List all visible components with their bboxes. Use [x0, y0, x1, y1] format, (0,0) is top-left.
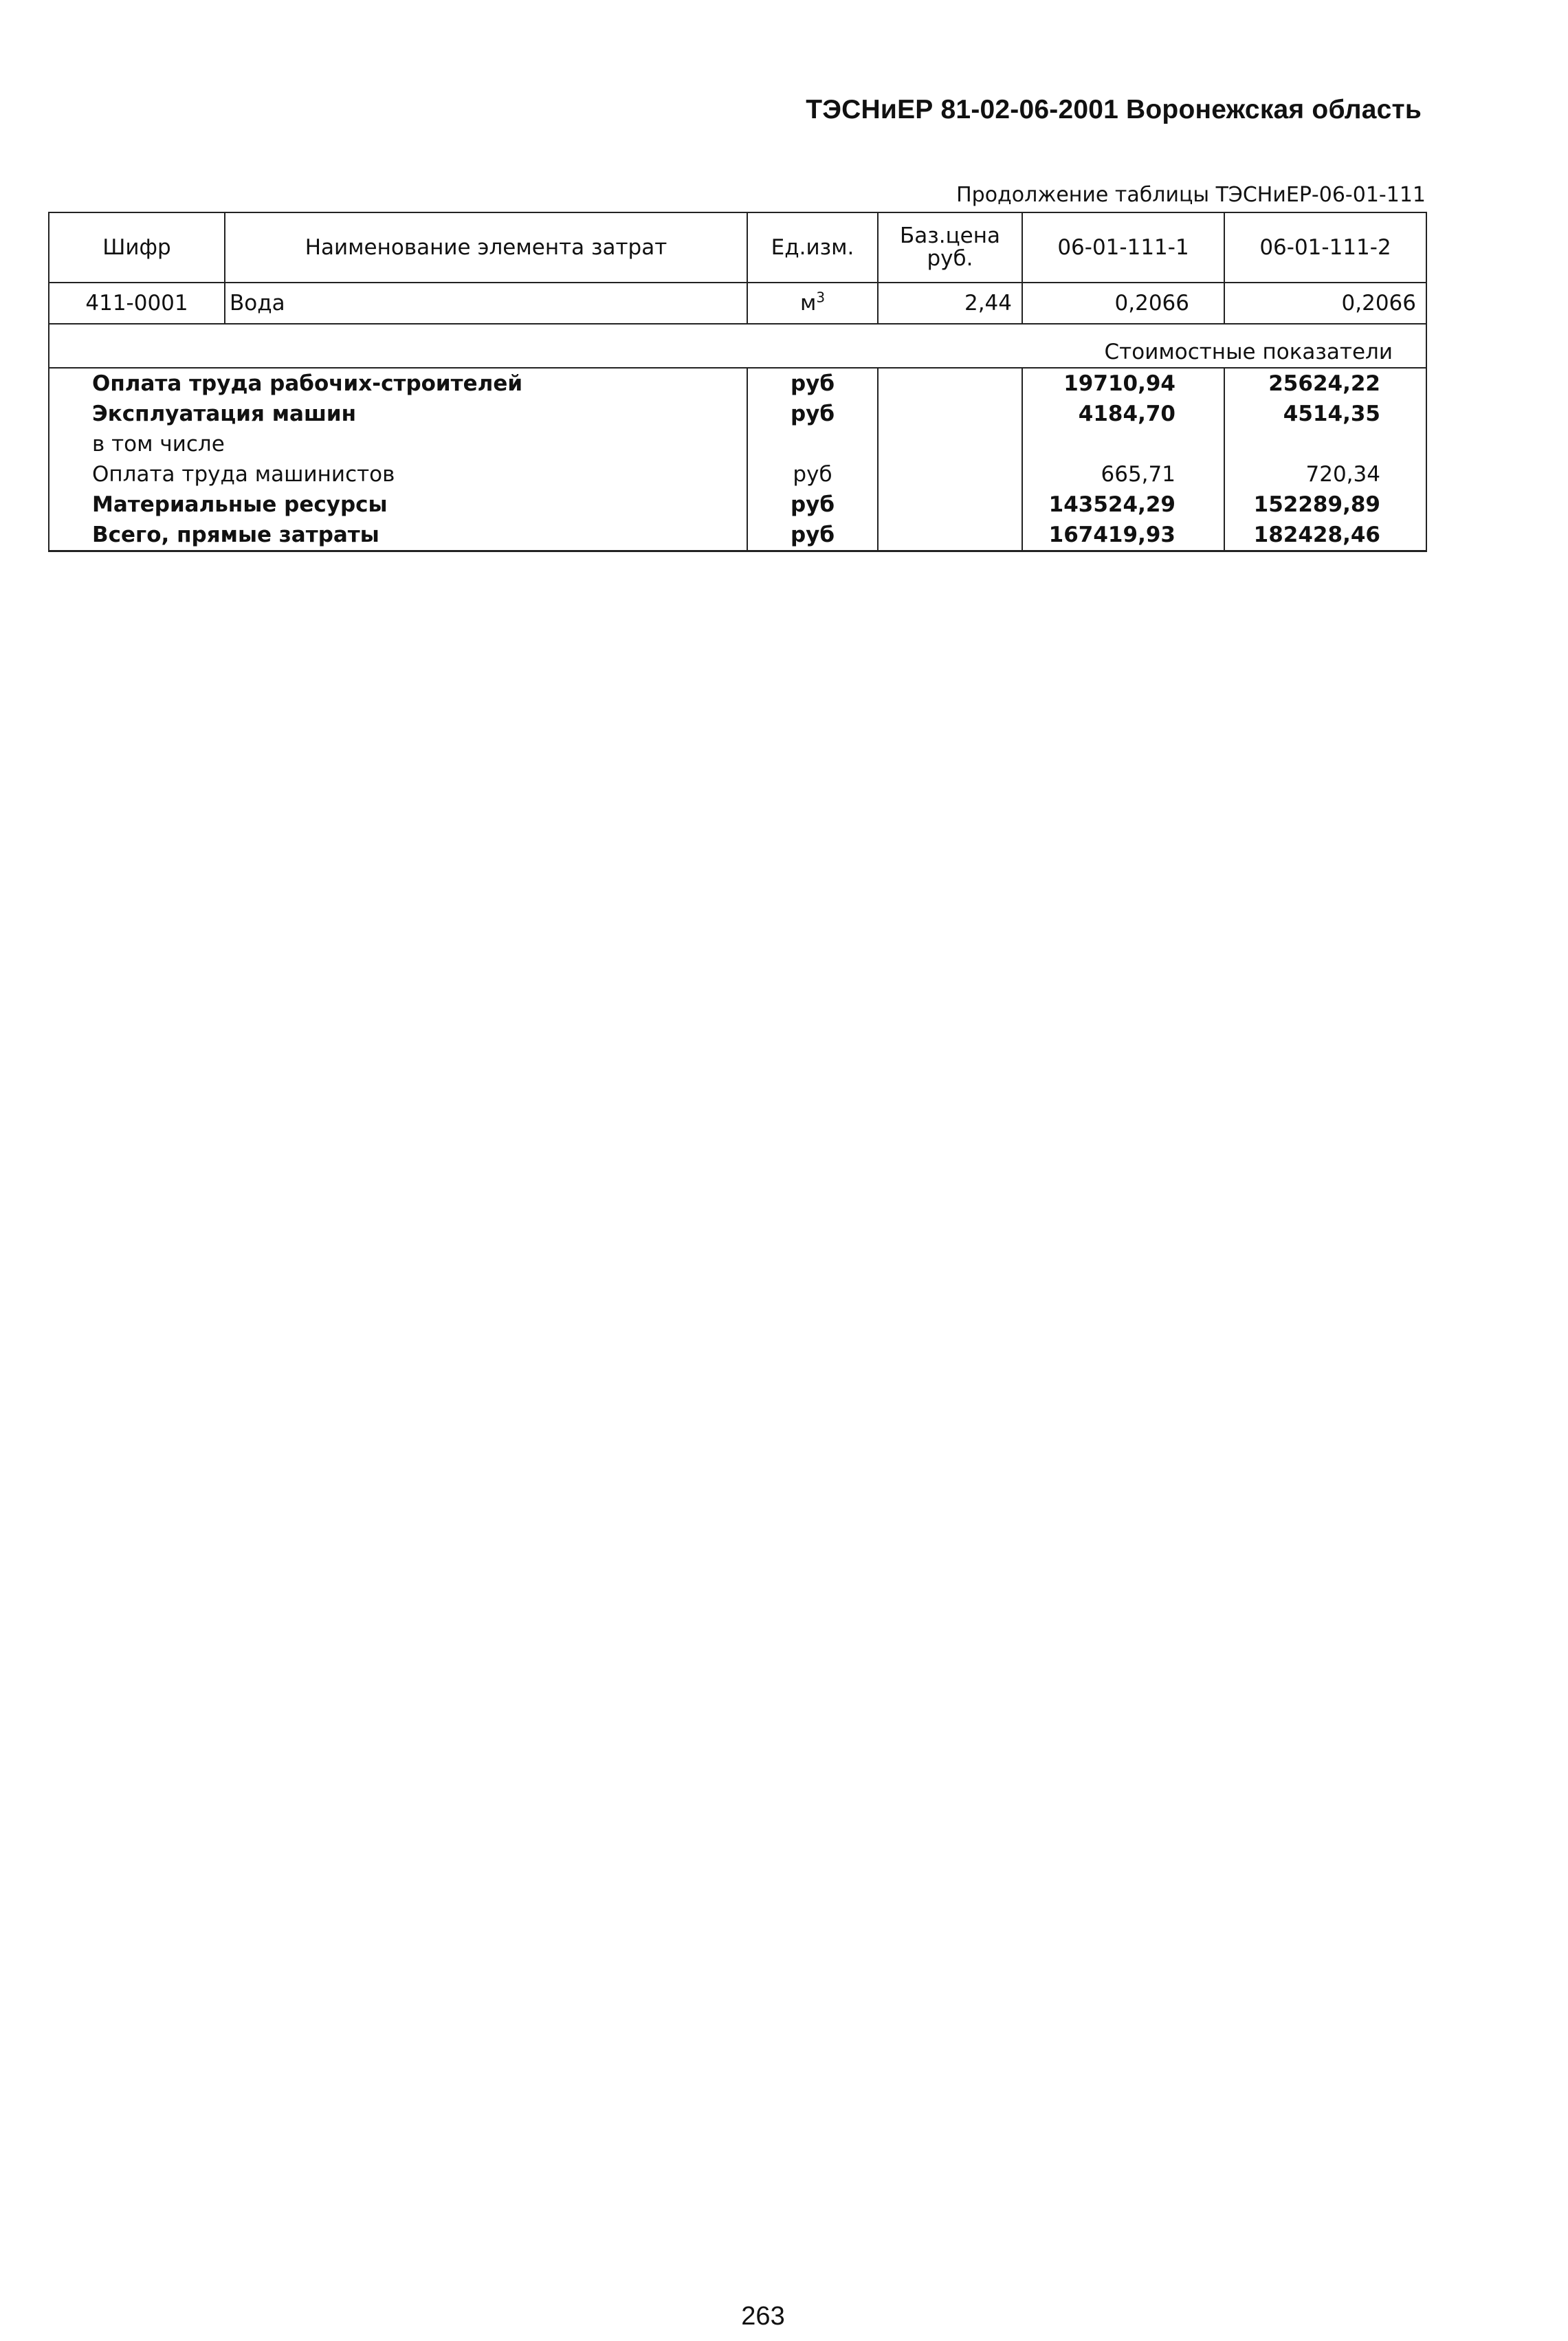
header-base-price [878, 212, 1022, 283]
cost-value-1 [1022, 429, 1224, 459]
cost-value-1: 4184,70 [1022, 399, 1224, 429]
cost-value-1: 143524,29 [1022, 490, 1224, 520]
table-row [49, 368, 1426, 399]
cost-price-empty [878, 429, 1022, 459]
table-caption: Продолжение таблицы ТЭСНиЕР-06-01-111 [956, 183, 1426, 207]
cost-unit [747, 429, 878, 459]
cost-name: Всего, прямые затраты [49, 520, 747, 551]
table-row [49, 490, 1426, 520]
cost-value-2: 182428,46 [1224, 520, 1426, 551]
resource-unit [747, 283, 878, 324]
cost-value-2: 4514,35 [1224, 399, 1426, 429]
cost-unit: руб [747, 520, 878, 551]
resource-price: 2,44 [878, 283, 1022, 324]
table-row [49, 283, 1426, 324]
page-number: 263 [741, 2302, 785, 2331]
cost-price-empty [878, 490, 1022, 520]
table-header-row [49, 212, 1426, 283]
cost-unit: руб [747, 399, 878, 429]
resource-value-1: 0,2066 [1022, 283, 1224, 324]
cost-unit: руб [747, 368, 878, 399]
resource-value-2: 0,2066 [1224, 283, 1426, 324]
document-title: ТЭСНиЕР 81-02-06-2001 Воронежская область [806, 95, 1422, 124]
header-unit: Ед.изм. [747, 212, 878, 283]
header-col-2: 06-01-111-2 [1224, 212, 1426, 283]
cost-name: Эксплуатация машин [49, 399, 747, 429]
norm-table [48, 212, 1427, 552]
resource-code: 411-0001 [49, 283, 225, 324]
cost-price-empty [878, 399, 1022, 429]
cost-value-2 [1224, 429, 1426, 459]
table-row [49, 520, 1426, 551]
resource-unit-exponent: 3 [816, 289, 826, 306]
table-row [49, 459, 1426, 490]
table-row [49, 399, 1426, 429]
cost-price-empty [878, 368, 1022, 399]
cost-value-2: 152289,89 [1224, 490, 1426, 520]
cost-value-1: 167419,93 [1022, 520, 1224, 551]
header-base-price-line1: Баз.цена [899, 223, 1001, 249]
cost-name: Оплата труда машинистов [49, 459, 747, 490]
table-row [49, 429, 1426, 459]
header-code: Шифр [49, 212, 225, 283]
section-header-row [49, 324, 1426, 368]
resource-name: Вода [225, 283, 747, 324]
cost-name: Материальные ресурсы [49, 490, 747, 520]
cost-value-1: 19710,94 [1022, 368, 1224, 399]
header-base-price-line2: руб. [927, 246, 973, 271]
cost-value-2: 25624,22 [1224, 368, 1426, 399]
cost-value-2: 720,34 [1224, 459, 1426, 490]
header-col-1: 06-01-111-1 [1022, 212, 1224, 283]
cost-unit: руб [747, 459, 878, 490]
cost-price-empty [878, 520, 1022, 551]
resource-unit-base: м [799, 291, 817, 316]
cost-name: в том числе [49, 429, 747, 459]
cost-price-empty [878, 459, 1022, 490]
section-title: Стоимостные показатели [49, 324, 1426, 368]
cost-name: Оплата труда рабочих-строителей [49, 368, 747, 399]
cost-unit: руб [747, 490, 878, 520]
header-name: Наименование элемента затрат [225, 212, 747, 283]
cost-value-1: 665,71 [1022, 459, 1224, 490]
